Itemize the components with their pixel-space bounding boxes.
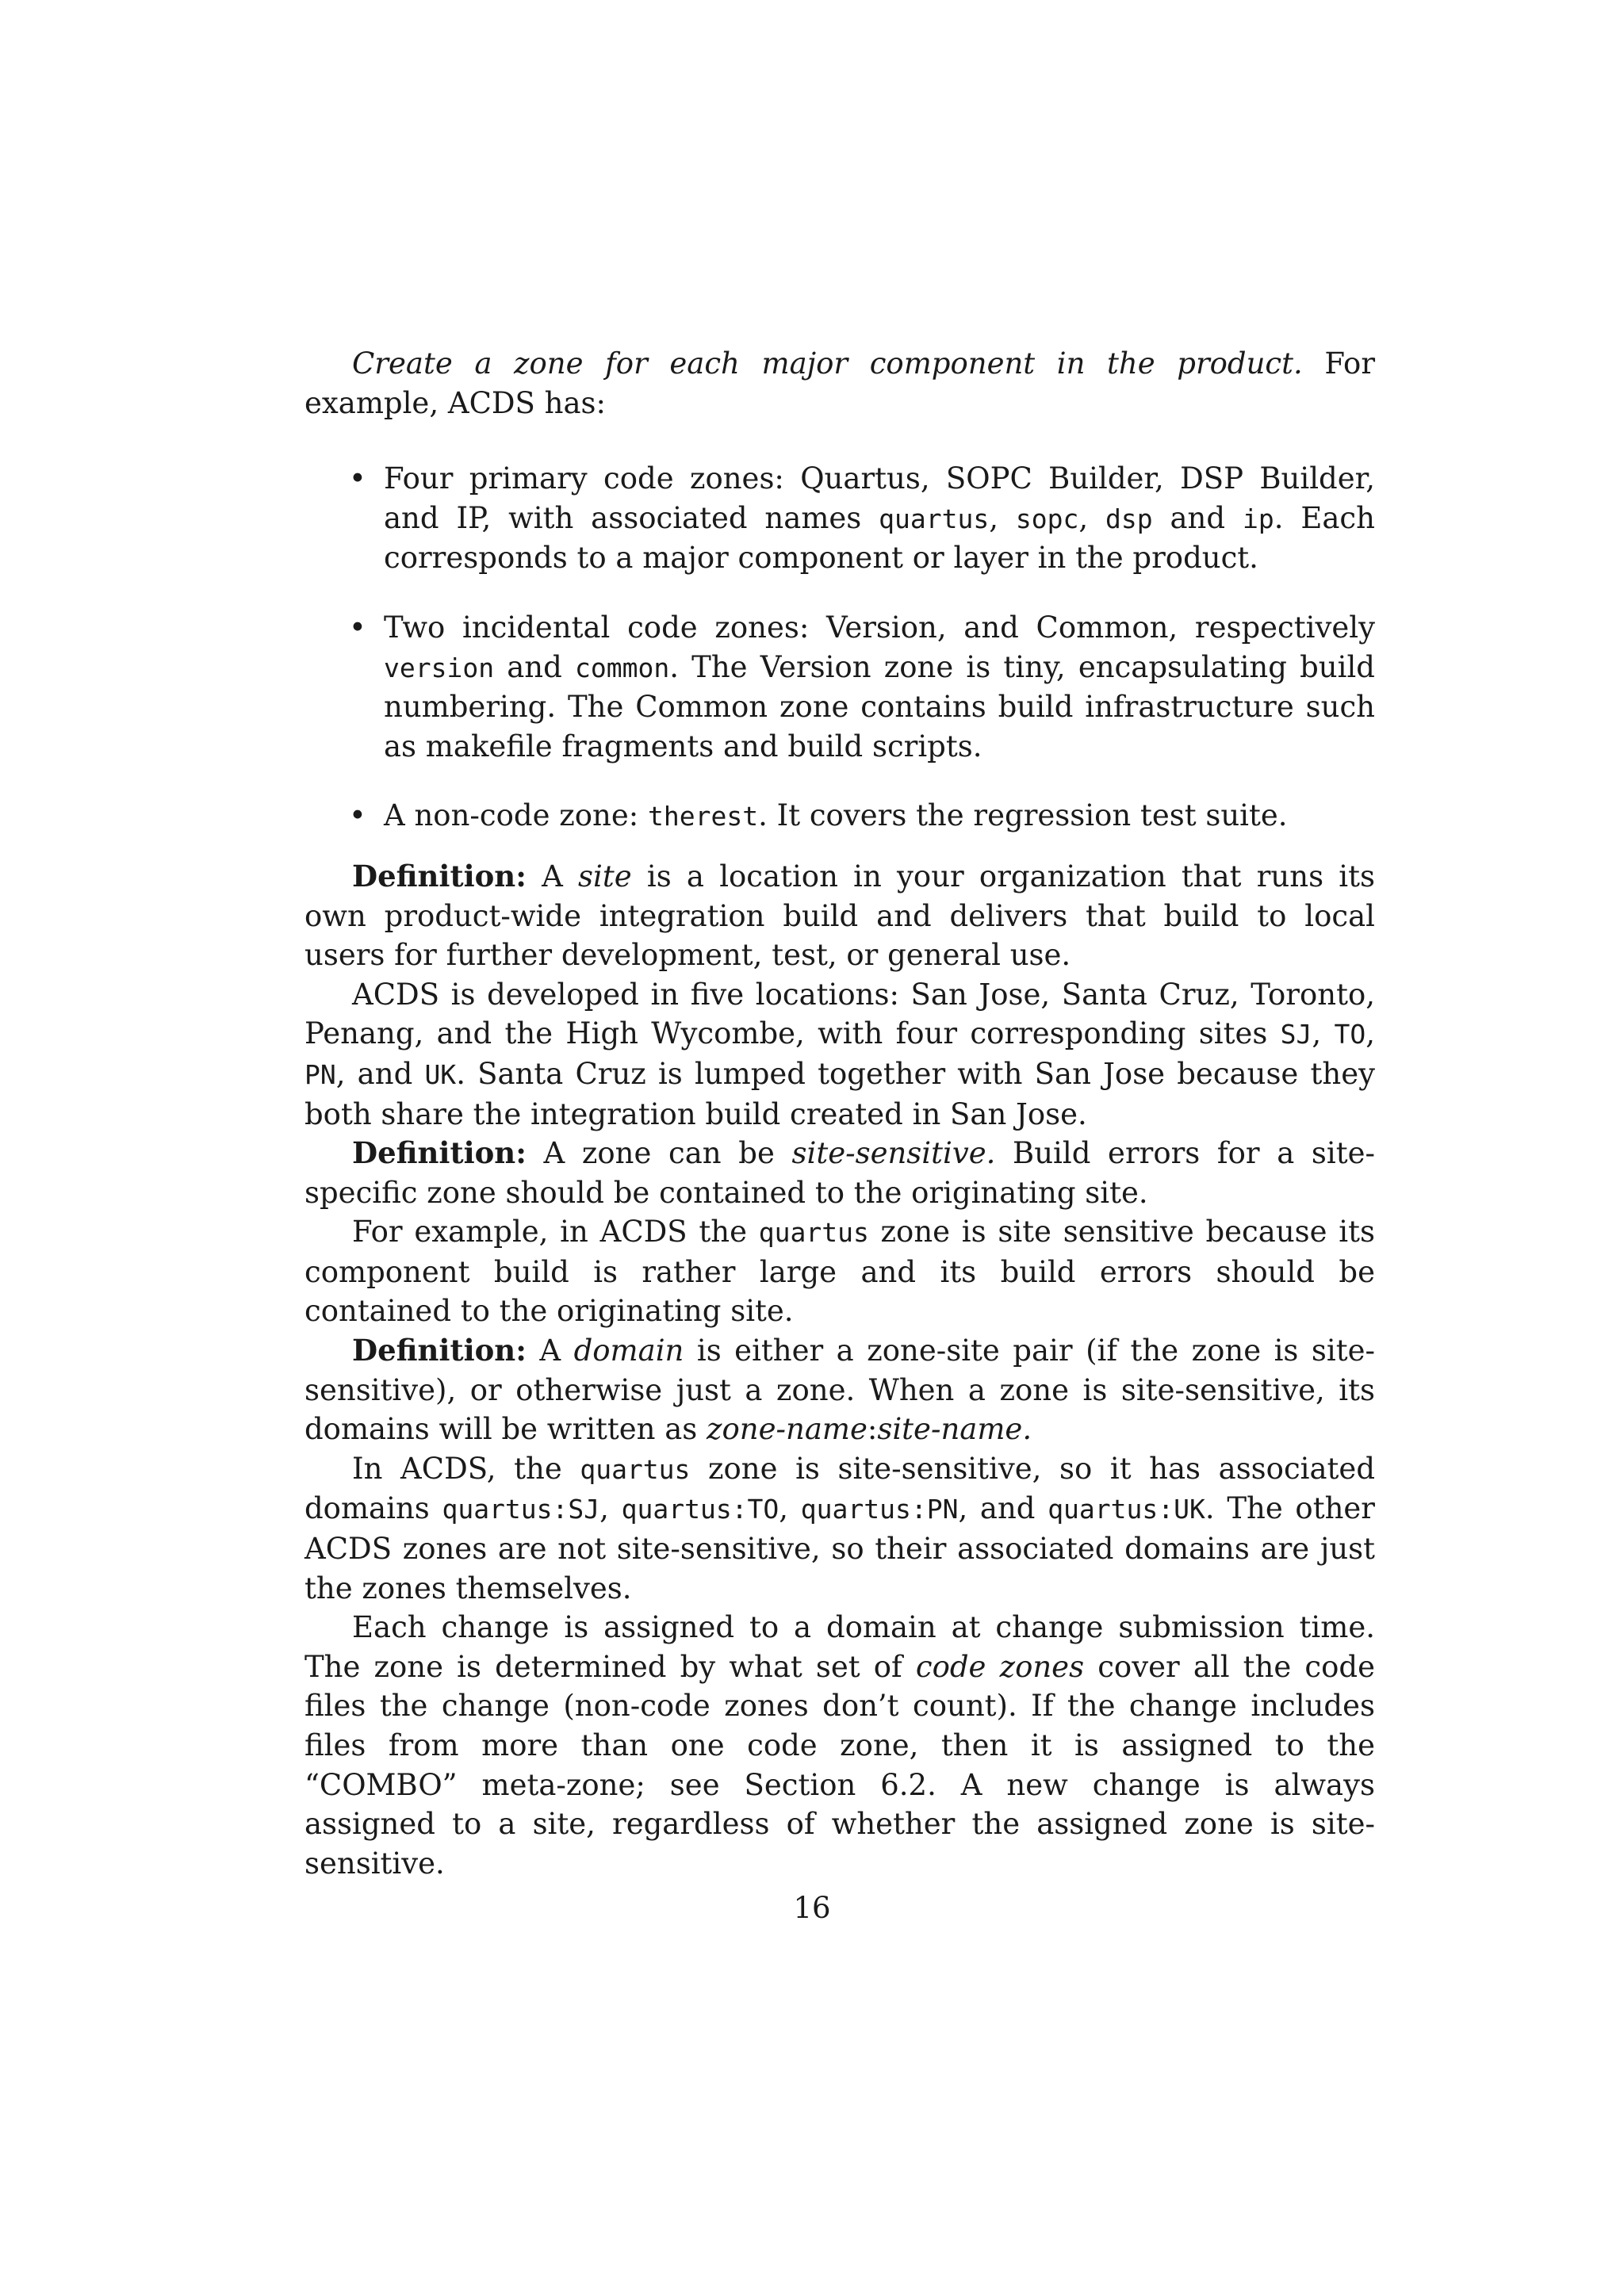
list-item <box>304 796 1375 836</box>
code: quartus <box>758 1217 869 1249</box>
text: , <box>989 500 1016 535</box>
list-item <box>304 608 1375 766</box>
text: Build errors for a site-specific zone should be contained to the originating site. <box>304 1136 1375 1210</box>
text: . The other ACDS zones are not site-sensitive, so their associated domains are just the zones themselves. <box>304 1491 1375 1605</box>
bullet-icon: • <box>349 798 366 833</box>
code: quartus <box>580 1453 691 1485</box>
code: version <box>384 652 495 683</box>
intro-paragraph <box>304 344 1375 423</box>
code: ip <box>1242 503 1274 534</box>
text: In ACDS, the <box>352 1451 580 1486</box>
text: A non-code zone: <box>384 798 648 833</box>
bullet-icon: • <box>349 461 366 496</box>
text: : <box>867 1412 878 1447</box>
code: dsp <box>1105 503 1153 534</box>
text: . Each corresponds to a major component or layer in the product. <box>384 500 1375 576</box>
definition-label: Definition: <box>352 1333 527 1368</box>
term: site <box>578 859 632 894</box>
code: PN <box>304 1058 336 1090</box>
zone-list <box>304 459 1375 836</box>
text: and <box>494 649 575 684</box>
term: site-name. <box>877 1412 1032 1447</box>
intro-italic: Create a zone for each major component in the product. <box>352 346 1303 381</box>
term: domain <box>573 1334 684 1368</box>
text: ACDS is developed in five locations: San Jose, Santa Cruz, Toronto, Penang, and the High Wycombe, with four corresponding sites <box>304 977 1375 1051</box>
code: quartus:TO <box>621 1494 779 1525</box>
definition-site <box>304 857 1375 975</box>
text: and <box>1152 500 1243 535</box>
page-body <box>304 344 1375 1883</box>
text: Each change is assigned to a domain at change submission time. The zone is determined by what set of <box>304 1610 1375 1684</box>
code: SJ <box>1280 1019 1312 1050</box>
text: , <box>779 1491 801 1526</box>
page-number: 16 <box>793 1891 831 1925</box>
code: therest <box>647 801 759 832</box>
sites-paragraph <box>304 975 1375 1134</box>
definition-label: Definition: <box>352 858 527 894</box>
text: is either a zone-site pair (if the zone is site-sensitive), or otherwise just a zone. When a zone is site-sensitive, its domains will be written as <box>304 1334 1375 1447</box>
text: . It covers the regression test suite. <box>758 798 1288 833</box>
code: sopc <box>1015 503 1079 534</box>
code: TO <box>1334 1019 1366 1050</box>
text: cover all the code files the change (non-code zones don’t count). If the change includes files from more than one code zone, then it is assigned to the “COMBO” meta-zone; see Section 6.2. A new change is always assigned to a site, regardless of whether the assigned zone is site-sensitive. <box>304 1649 1375 1881</box>
text: A <box>526 859 579 894</box>
code: quartus:UK <box>1048 1494 1205 1525</box>
text: For example, in ACDS the <box>352 1215 759 1249</box>
code: quartus:SJ <box>442 1494 600 1525</box>
text: . Santa Cruz is lumped together with San Jose because they both share the integration build created in San Jose. <box>304 1056 1375 1131</box>
text: is a location in your organization that runs its own product-wide integration build and delivers that build to local users for further development, test, or general use. <box>304 859 1375 973</box>
definition-label: Definition: <box>352 1135 527 1171</box>
intro-rest: For example, ACDS has: <box>304 346 1376 420</box>
text: , and <box>958 1491 1048 1526</box>
text: zone is site-sensitive, so it has associated domains <box>304 1451 1376 1526</box>
text: , <box>1312 1016 1335 1051</box>
text: A zone can be <box>526 1136 792 1171</box>
text: , and <box>335 1056 425 1091</box>
text: Four primary code zones: Quartus, SOPC Builder, DSP Builder, and IP, with associated names <box>384 461 1375 535</box>
text: A <box>526 1334 574 1368</box>
code: quartus:PN <box>800 1494 959 1525</box>
term: code zones <box>915 1649 1085 1684</box>
code: UK <box>424 1058 457 1090</box>
text: , <box>1078 500 1106 535</box>
definition-domain <box>304 1331 1375 1449</box>
bullet-icon: • <box>349 610 366 645</box>
code: quartus <box>879 503 990 534</box>
text: , <box>1365 1016 1375 1051</box>
term: zone-name <box>707 1412 868 1447</box>
example-paragraph <box>304 1212 1375 1331</box>
text: zone is site sensitive because its component build is rather large and its build errors should be contained to the originating site. <box>304 1215 1375 1329</box>
text: . The Version zone is tiny, encapsulating build numbering. The Common zone contains build infrastructure such as makefile fragments and build scripts. <box>384 649 1375 763</box>
text: , <box>599 1491 622 1526</box>
domains-paragraph <box>304 1449 1375 1608</box>
text: Two incidental code zones: Version, and Common, respectively <box>384 610 1375 645</box>
assignment-paragraph <box>304 1608 1375 1883</box>
code: common <box>575 652 670 683</box>
term: site-sensitive. <box>791 1136 996 1171</box>
definition-site-sensitive <box>304 1134 1375 1212</box>
list-item <box>304 459 1375 578</box>
